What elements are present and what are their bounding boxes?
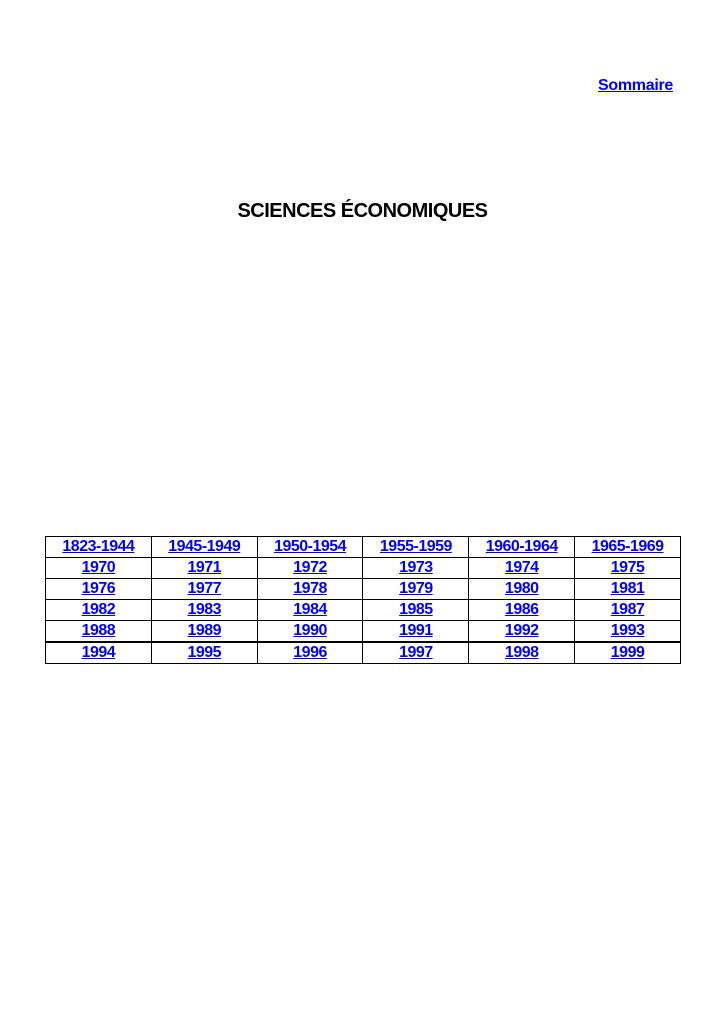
- table-cell: [46, 537, 152, 558]
- table-cell: [151, 579, 257, 600]
- year-link[interactable]: 1994: [81, 644, 116, 661]
- table-cell: [257, 600, 363, 621]
- table-cell: [469, 621, 575, 643]
- year-link[interactable]: 1965-1969: [591, 538, 664, 555]
- table-cell: [575, 621, 681, 643]
- year-link[interactable]: 1950-1954: [274, 538, 347, 555]
- year-link[interactable]: 1999: [610, 644, 645, 661]
- table-cell: [151, 600, 257, 621]
- year-link[interactable]: 1978: [293, 580, 327, 597]
- table-row: [46, 558, 681, 579]
- year-link[interactable]: 1975: [610, 559, 645, 576]
- table-cell: [151, 537, 257, 558]
- table-cell: [469, 642, 575, 664]
- table-cell: [575, 579, 681, 600]
- table-cell: [575, 600, 681, 621]
- table-cell: [151, 621, 257, 643]
- year-link[interactable]: 1971: [187, 559, 222, 576]
- table-cell: [46, 621, 152, 643]
- table-cell: [46, 642, 152, 664]
- year-link[interactable]: 1998: [504, 644, 539, 661]
- year-link[interactable]: 1987: [610, 601, 645, 618]
- table-cell: [257, 642, 363, 664]
- year-link[interactable]: 1955-1959: [379, 538, 452, 555]
- table-cell: [575, 537, 681, 558]
- year-link[interactable]: 1983: [187, 601, 222, 618]
- year-link[interactable]: 1989: [187, 622, 222, 639]
- year-link[interactable]: 1982: [81, 601, 116, 618]
- year-link[interactable]: 1986: [504, 601, 539, 618]
- table-cell: [575, 558, 681, 579]
- table-row: [46, 600, 681, 621]
- year-link[interactable]: 1979: [399, 580, 433, 597]
- year-link[interactable]: 1995: [187, 644, 222, 661]
- year-link[interactable]: 1977: [187, 580, 222, 597]
- table-cell: [575, 642, 681, 664]
- table-cell: [257, 558, 363, 579]
- table-cell: [257, 537, 363, 558]
- table-cell: [151, 642, 257, 664]
- table-cell: [363, 642, 469, 664]
- table-cell: [363, 558, 469, 579]
- table-cell: [46, 579, 152, 600]
- table-row: [46, 621, 681, 643]
- year-link[interactable]: 1981: [610, 580, 645, 597]
- table-row: [46, 642, 681, 664]
- table-cell: [469, 600, 575, 621]
- table-cell: [46, 558, 152, 579]
- page-title: SCIENCES ÉCONOMIQUES: [237, 200, 488, 222]
- table-cell: [46, 600, 152, 621]
- table-cell: [257, 579, 363, 600]
- table-cell: [363, 600, 469, 621]
- year-link[interactable]: 1972: [293, 559, 327, 576]
- table-cell: [257, 621, 363, 643]
- year-link[interactable]: 1988: [81, 622, 116, 639]
- year-link[interactable]: 1973: [399, 559, 433, 576]
- table-cell: [363, 621, 469, 643]
- year-link[interactable]: 1980: [504, 580, 539, 597]
- sommaire-link[interactable]: Sommaire: [598, 77, 673, 94]
- year-link[interactable]: 1997: [399, 644, 433, 661]
- year-link[interactable]: 1992: [504, 622, 539, 639]
- year-link[interactable]: 1976: [81, 580, 116, 597]
- table-cell: [469, 537, 575, 558]
- table-row: [46, 537, 681, 558]
- table-cell: [469, 579, 575, 600]
- table-cell: [469, 558, 575, 579]
- year-link[interactable]: 1990: [293, 622, 327, 639]
- year-link[interactable]: 1993: [610, 622, 645, 639]
- year-link[interactable]: 1960-1964: [485, 538, 558, 555]
- year-index-table: [45, 536, 681, 664]
- year-link[interactable]: 1985: [399, 601, 433, 618]
- year-link[interactable]: 1996: [293, 644, 327, 661]
- table-cell: [363, 537, 469, 558]
- year-link[interactable]: 1984: [293, 601, 327, 618]
- year-link[interactable]: 1970: [81, 559, 116, 576]
- year-link[interactable]: 1823-1944: [62, 538, 135, 555]
- table-cell: [363, 579, 469, 600]
- table-cell: [151, 558, 257, 579]
- year-link[interactable]: 1945-1949: [168, 538, 241, 555]
- table-row: [46, 579, 681, 600]
- year-link[interactable]: 1974: [504, 559, 539, 576]
- year-link[interactable]: 1991: [399, 622, 433, 639]
